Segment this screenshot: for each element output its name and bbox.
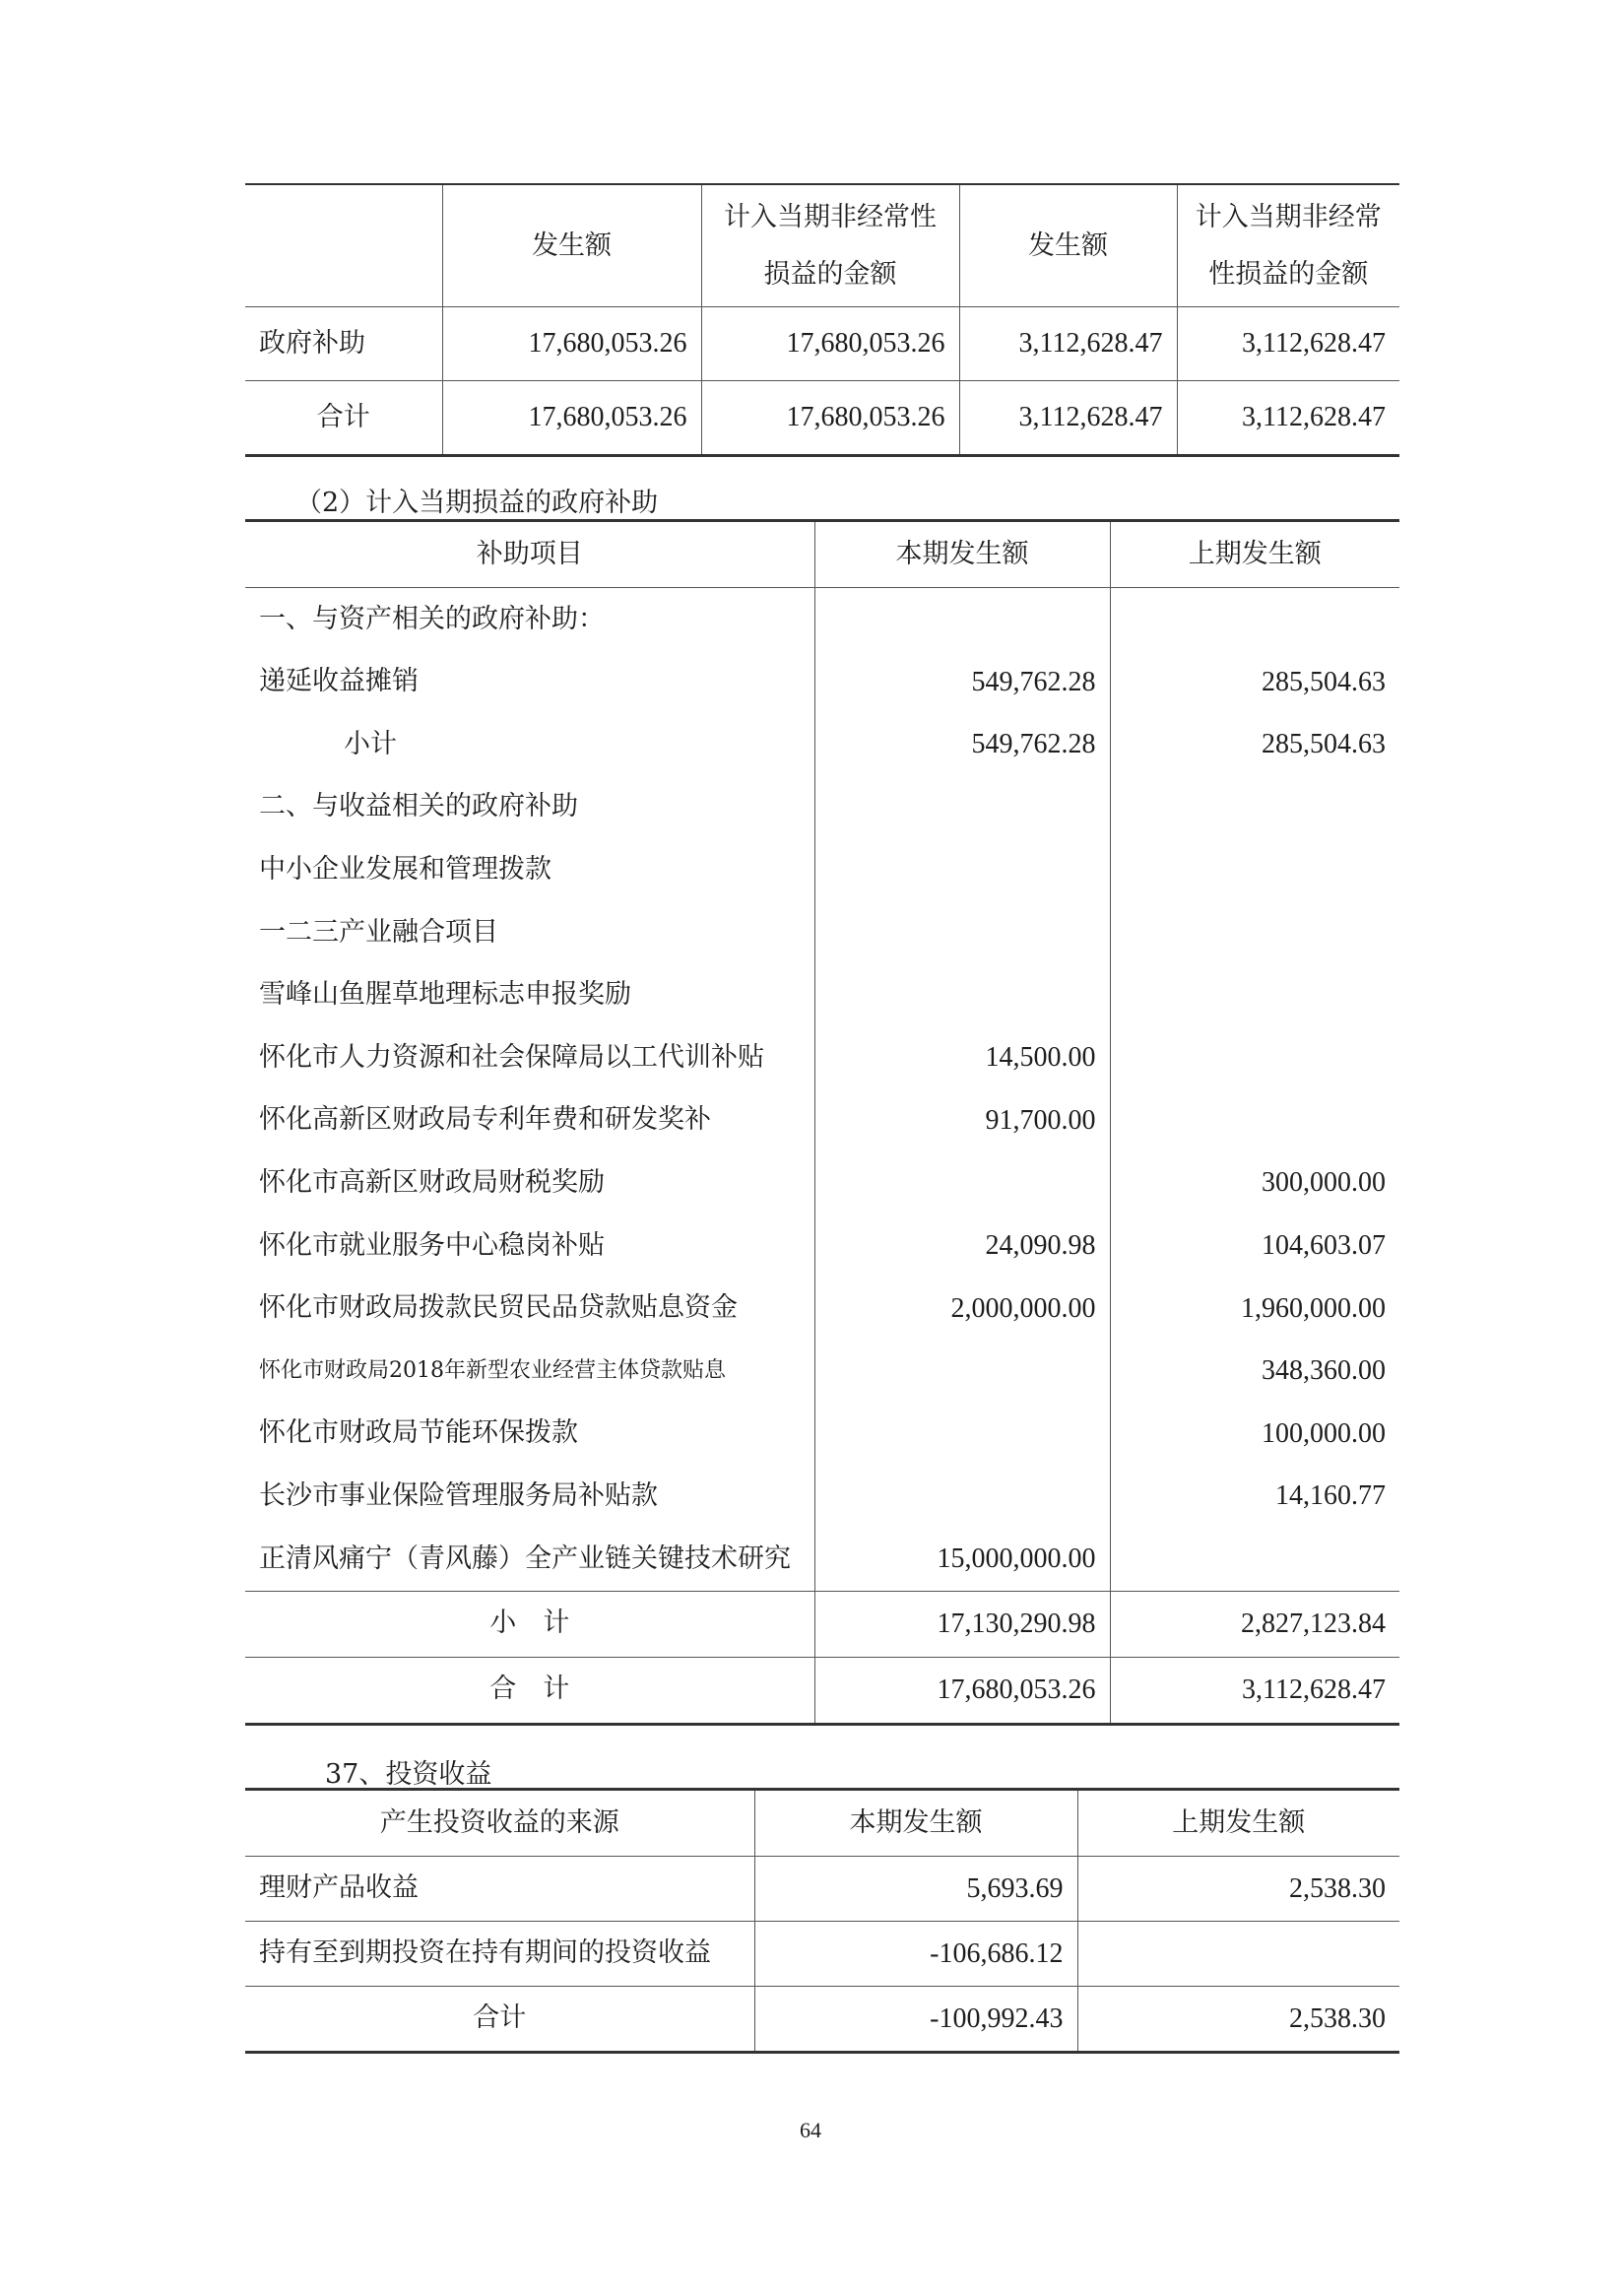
table1-header-cell: 发生额 [959,184,1177,307]
item-label: 怀化市人力资源和社会保障局以工代训补贴 [245,1026,814,1089]
item-label: 怀化高新区财政局专利年费和研发奖补 [245,1089,814,1152]
table-row [245,588,1399,651]
current-amount [814,588,1110,651]
item-label: 怀化市财政局节能环保拨款 [245,1403,814,1466]
item-label: 小计 [245,713,814,776]
current-amount [814,1403,1110,1466]
table2-header-cell: 上期发生额 [1110,521,1399,588]
government-subsidy-detail-table [245,519,1399,1726]
amount-cell: 3,112,628.47 [959,307,1177,381]
table1-header-cell [245,184,442,307]
table-row [245,1465,1399,1528]
section-heading: 37、投资收益 [325,1759,492,1790]
item-label: 怀化市就业服务中心稳岗补贴 [245,1214,814,1278]
table1-header-cell: 发生额 [442,184,701,307]
total-row [245,1987,1399,2053]
prior-amount: 1,960,000.00 [1241,1292,1386,1324]
item-label: 雪峰山鱼腥草地理标志申报奖励 [245,964,814,1027]
prior-amount [1110,1089,1399,1152]
item-label: 递延收益摊销 [245,651,814,714]
current-amount [814,964,1110,1027]
income-source: 合计 [245,1987,754,2053]
current-amount [814,776,1110,839]
total-label: 合 计 [245,1657,814,1724]
subtotal-row [245,1591,1399,1657]
table-row [245,1403,1399,1466]
amount-cell: 3,112,628.47 [959,381,1177,456]
table-row [245,1528,1399,1591]
table-row [245,776,1399,839]
prior-amount: 348,360.00 [1262,1355,1386,1387]
prior-amount [1110,1026,1399,1089]
current-amount: -106,686.12 [754,1922,1077,1987]
table3-header-cell: 上期发生额 [1172,1806,1306,1838]
table1-header-row [245,184,1399,307]
total-row [245,1657,1399,1724]
table3-header-cell: 本期发生额 [754,1790,1077,1857]
subtotal-label: 小 计 [245,1591,814,1657]
prior-amount [1110,588,1399,651]
amount-cell: 17,680,053.26 [442,307,701,381]
current-amount: 549,762.28 [814,713,1110,776]
prior-amount: 2,538.30 [1077,1987,1399,2053]
current-amount [814,838,1110,901]
table-row [245,651,1399,714]
page-number: 64 [800,2118,821,2142]
prior-amount [1077,1922,1399,1987]
government-subsidy-summary-table [245,183,1399,457]
amount-cell: 3,112,628.47 [1177,307,1399,381]
prior-amount: 104,603.07 [1262,1229,1386,1261]
total-prior: 3,112,628.47 [1110,1657,1399,1724]
prior-amount: 300,000.00 [1262,1167,1386,1199]
prior-amount [1110,901,1399,964]
prior-amount [1110,964,1399,1027]
prior-amount [1110,1528,1399,1591]
current-amount [814,1340,1110,1403]
item-label: 正清风痛宁（青风藤）全产业链关键技术研究 [245,1528,814,1591]
table-row [245,1026,1399,1089]
table-row [245,713,1399,776]
table-row [245,838,1399,901]
prior-amount: 285,504.63 [1262,666,1386,697]
item-label: 怀化市财政局拨款民贸民品贷款贴息资金 [245,1278,814,1341]
section-heading: （2）计入当期损益的政府补助 [295,488,659,518]
prior-amount: 285,504.63 [1262,729,1386,760]
current-amount: 14,500.00 [814,1026,1110,1089]
current-amount: 5,693.69 [754,1857,1077,1922]
table1-header-cell: 计入当期非经常性损益的金额 [1195,201,1382,290]
table2-header-row [245,521,1399,588]
current-amount: -100,992.43 [754,1987,1077,2053]
table-row [245,901,1399,964]
current-amount: 15,000,000.00 [814,1528,1110,1591]
amount-cell: 17,680,053.26 [701,381,959,456]
amount-cell: 3,112,628.47 [1177,381,1399,456]
item-label: 长沙市事业保险管理服务局补贴款 [245,1465,814,1528]
item-label: 二、与收益相关的政府补助 [245,776,814,839]
current-amount [814,901,1110,964]
item-label: 怀化市财政局2018年新型农业经营主体贷款贴息 [245,1340,814,1403]
item-label: 怀化市高新区财政局财税奖励 [245,1151,814,1214]
current-amount: 91,700.00 [814,1089,1110,1152]
row-label: 政府补助 [245,307,442,381]
current-amount: 2,000,000.00 [814,1278,1110,1341]
income-source: 理财产品收益 [245,1857,754,1922]
table3-header-cell: 产生投资收益的来源 [245,1790,754,1857]
row-label: 合计 [245,381,442,456]
table2-header-cell: 本期发生额 [814,521,1110,588]
current-amount [814,1151,1110,1214]
item-label: 中小企业发展和管理拨款 [245,838,814,901]
prior-amount: 14,160.77 [1275,1480,1386,1512]
total-current: 17,680,053.26 [814,1657,1110,1724]
table-row [245,1151,1399,1214]
investment-income-table [245,1788,1399,2054]
table1-header-cell: 计入当期非经常性损益的金额 [701,184,959,307]
table-row [245,1214,1399,1278]
prior-amount: 100,000.00 [1262,1417,1386,1449]
subtotal-prior: 2,827,123.84 [1110,1591,1399,1657]
table-row [245,1089,1399,1152]
table-row [245,964,1399,1027]
prior-amount [1110,776,1399,839]
table2-header-cell: 补助项目 [245,521,814,588]
current-amount: 24,090.98 [814,1214,1110,1278]
subtotal-current: 17,130,290.98 [814,1591,1110,1657]
table-row [245,307,1399,381]
item-label: 一、与资产相关的政府补助： [245,588,814,651]
item-label: 一二三产业融合项目 [245,901,814,964]
prior-amount [1110,838,1399,901]
income-source: 持有至到期投资在持有期间的投资收益 [245,1922,754,1987]
prior-amount: 2,538.30 [1077,1857,1399,1922]
table-row [245,1857,1399,1922]
table-row [245,381,1399,456]
amount-cell: 17,680,053.26 [701,307,959,381]
table-row [245,1340,1399,1403]
amount-cell: 17,680,053.26 [442,381,701,456]
table3-header-row [245,1790,1399,1857]
table-row [245,1278,1399,1341]
table-row [245,1922,1399,1987]
current-amount: 549,762.28 [814,651,1110,714]
current-amount [814,1465,1110,1528]
